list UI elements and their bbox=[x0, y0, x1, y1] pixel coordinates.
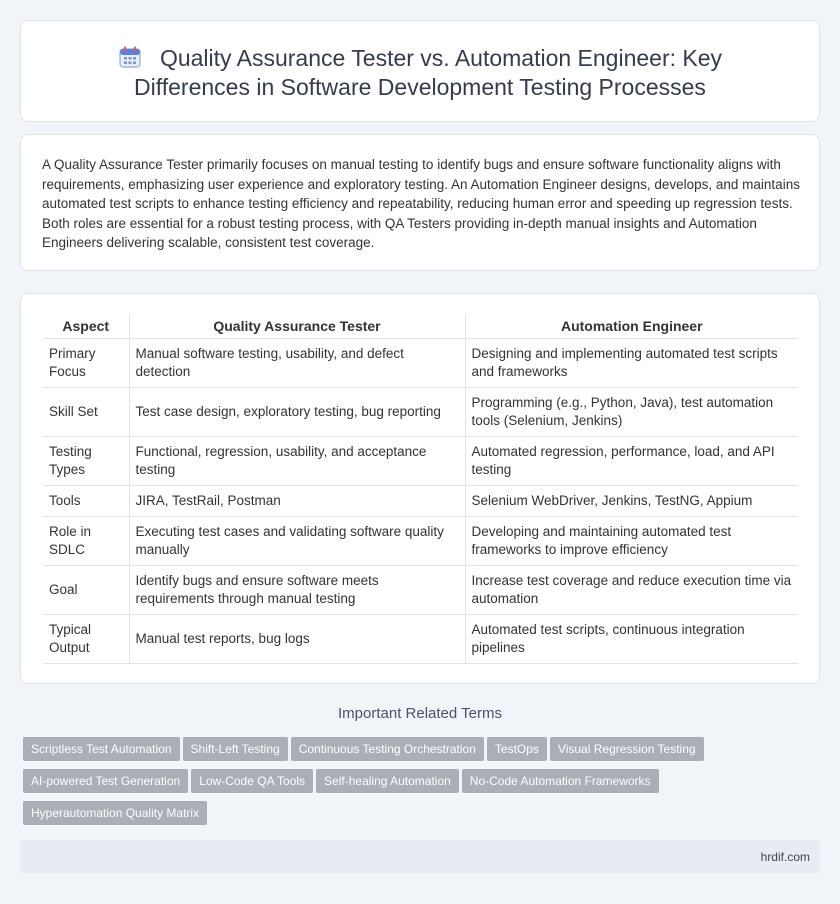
title-card bbox=[20, 20, 820, 122]
page-title-text: Quality Assurance Tester vs. Automation Engineer: Key Differences in Software Development Testing Processes bbox=[134, 45, 723, 100]
automation-cell: Developing and maintaining automated test frameworks to improve efficiency bbox=[465, 516, 798, 565]
aspect-cell: Goal bbox=[43, 565, 129, 614]
qa-cell: Functional, regression, usability, and acceptance testing bbox=[129, 436, 465, 485]
tag-self-healing-automation[interactable]: Self-healing Automation bbox=[316, 769, 459, 793]
aspect-cell: Skill Set bbox=[43, 387, 129, 436]
aspect-cell: Testing Types bbox=[43, 436, 129, 485]
table-row bbox=[43, 338, 798, 387]
page-title bbox=[21, 44, 819, 102]
tag-low-code-qa-tools[interactable]: Low-Code QA Tools bbox=[191, 769, 313, 793]
tag-shift-left-testing[interactable]: Shift-Left Testing bbox=[183, 737, 288, 761]
automation-cell: Programming (e.g., Python, Java), test automation tools (Selenium, Jenkins) bbox=[465, 387, 798, 436]
automation-cell: Designing and implementing automated test scripts and frameworks bbox=[465, 338, 798, 387]
aspect-cell: Typical Output bbox=[43, 614, 129, 663]
related-terms-heading: Important Related Terms bbox=[338, 705, 502, 722]
tag-continuous-testing-orchestration[interactable]: Continuous Testing Orchestration bbox=[291, 737, 484, 761]
header-automation-engineer: Automation Engineer bbox=[465, 314, 798, 338]
intro-card bbox=[20, 134, 820, 271]
header-qa-tester: Quality Assurance Tester bbox=[129, 314, 465, 338]
automation-cell: Automated regression, performance, load, and API testing bbox=[465, 436, 798, 485]
aspect-cell: Role in SDLC bbox=[43, 516, 129, 565]
automation-cell: Increase test coverage and reduce execution time via automation bbox=[465, 565, 798, 614]
table-row bbox=[43, 387, 798, 436]
automation-cell: Selenium WebDriver, Jenkins, TestNG, Appium bbox=[465, 485, 798, 516]
calendar-icon bbox=[118, 45, 142, 69]
aspect-cell: Primary Focus bbox=[43, 338, 129, 387]
qa-cell: Executing test cases and validating software quality manually bbox=[129, 516, 465, 565]
qa-cell: Manual test reports, bug logs bbox=[129, 614, 465, 663]
tag-scriptless-test-automation[interactable]: Scriptless Test Automation bbox=[23, 737, 180, 761]
qa-cell: Manual software testing, usability, and defect detection bbox=[129, 338, 465, 387]
tag-testops[interactable]: TestOps bbox=[487, 737, 547, 761]
tag-no-code-automation-frameworks[interactable]: No-Code Automation Frameworks bbox=[462, 769, 659, 793]
qa-cell: Test case design, exploratory testing, bug reporting bbox=[129, 387, 465, 436]
comparison-card bbox=[20, 293, 820, 684]
table-header-row bbox=[43, 314, 798, 338]
table-row bbox=[43, 565, 798, 614]
tag-ai-powered-test-generation[interactable]: AI-powered Test Generation bbox=[23, 769, 188, 793]
table-row bbox=[43, 436, 798, 485]
tag-visual-regression-testing[interactable]: Visual Regression Testing bbox=[550, 737, 704, 761]
qa-cell: JIRA, TestRail, Postman bbox=[129, 485, 465, 516]
footer bbox=[20, 840, 820, 873]
table-row bbox=[43, 485, 798, 516]
tag-hyperautomation-quality-matrix[interactable]: Hyperautomation Quality Matrix bbox=[23, 801, 207, 825]
header-aspect: Aspect bbox=[43, 314, 129, 338]
footer-site-link[interactable]: hrdif.com bbox=[760, 850, 810, 864]
automation-cell: Automated test scripts, continuous integration pipelines bbox=[465, 614, 798, 663]
aspect-cell: Tools bbox=[43, 485, 129, 516]
table-row bbox=[43, 614, 798, 663]
qa-cell: Identify bugs and ensure software meets requirements through manual testing bbox=[129, 565, 465, 614]
table-row bbox=[43, 516, 798, 565]
comparison-table bbox=[43, 314, 798, 664]
related-terms-list bbox=[23, 737, 803, 833]
intro-paragraph: A Quality Assurance Tester primarily focuses on manual testing to identify bugs and ensure software functionality aligns with requirements, emphasizing user experience and exploratory testing. An Automation Engineer designs, develops, and maintains automated test scripts to enhance testing efficiency and repeatability, reducing human error and speeding up regression tests. Both roles are essential for a robust testing process, with QA Testers providing in-depth manual insights and Automation Engineers delivering scalable, consistent test coverage. bbox=[42, 157, 800, 251]
